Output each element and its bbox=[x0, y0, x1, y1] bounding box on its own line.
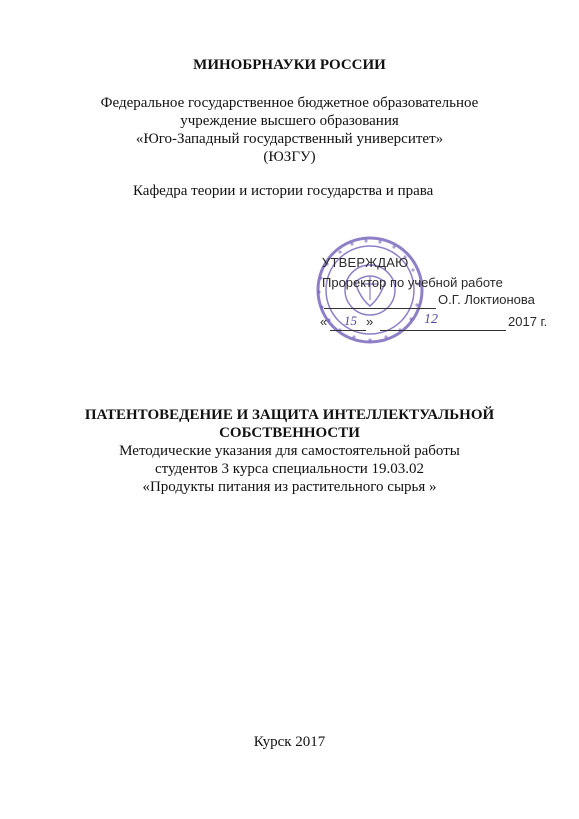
document-subtitle-line: Методические указания для самостоятельной работы bbox=[119, 443, 460, 459]
ministry-heading: МИНОБРНАУКИ РОССИИ bbox=[193, 57, 386, 73]
approval-role: Проректор по учебной работе bbox=[322, 275, 503, 290]
signature-line bbox=[324, 308, 436, 309]
department-name: Кафедра теории и истории государства и права bbox=[133, 183, 434, 199]
document-subtitle bbox=[0, 443, 579, 497]
city-year: Курск 2017 bbox=[253, 734, 326, 750]
date-open-quote: « bbox=[320, 314, 328, 329]
institution-line: «Юго-Западный государственный университет» bbox=[135, 131, 444, 147]
approver-name: О.Г. Локтионова bbox=[438, 292, 535, 307]
institution-line: (ЮЗГУ) bbox=[263, 149, 316, 165]
approval-year: 2017 г. bbox=[508, 314, 548, 329]
institution-name bbox=[0, 95, 579, 167]
document-subtitle-line: «Продукты питания из растительного сырья » bbox=[142, 479, 437, 495]
date-close-quote: » bbox=[366, 314, 374, 329]
approval-month: 12 bbox=[424, 312, 438, 327]
institution-line: Федеральное государственное бюджетное образовательное bbox=[100, 95, 479, 111]
document-title bbox=[0, 407, 579, 443]
document-title-line: СОБСТВЕННОСТИ bbox=[219, 425, 360, 441]
day-underline bbox=[330, 330, 366, 331]
document-subtitle-line: студентов 3 курса специальности 19.03.02 bbox=[154, 461, 425, 477]
approval-day: 15 bbox=[344, 313, 357, 328]
approval-title: УТВЕРЖДАЮ bbox=[322, 255, 409, 270]
institution-line: учреждение высшего образования bbox=[180, 113, 399, 129]
document-title-line: ПАТЕНТОВЕДЕНИЕ И ЗАЩИТА ИНТЕЛЛЕКТУАЛЬНОЙ bbox=[84, 407, 495, 423]
round-seal-stamp bbox=[300, 232, 450, 357]
month-underline bbox=[380, 330, 506, 331]
approval-block bbox=[300, 232, 562, 354]
